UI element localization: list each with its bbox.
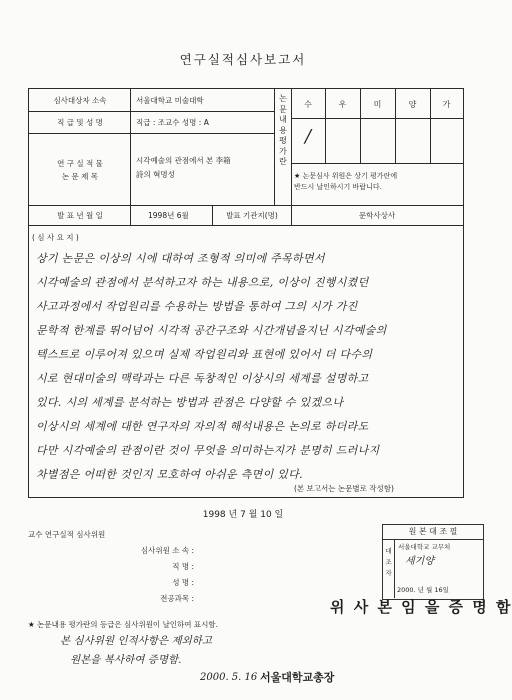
review-line-5: 텍스트로 이루어져 있으며 실제 작업원리와 표현에 있어서 더 다수의 [36, 348, 373, 361]
review-line-4: 문학적 한계를 뛰어넘어 시각적 공간구조와 시간개념을지닌 시각예술의 [36, 324, 387, 337]
stamp-date: 2000. 년 월 16일 [397, 586, 449, 594]
stamp-title: 원 본 대 조 필 [383, 525, 483, 540]
value-pub-date: 1998년 6월 [148, 211, 189, 220]
committee-position: 직 명 : [172, 562, 194, 571]
committee-affiliation: 심사위원 소 속 : [140, 546, 194, 555]
value-rank-name: 직급 : 조교수 성명 : A [136, 118, 209, 127]
grade-header-vertical: 논문내용 평가란 [279, 94, 287, 166]
bottom-date: 2000. 5. 16 [200, 672, 258, 683]
label-pub-date: 발 표 년 월 일 [57, 211, 103, 220]
review-line-9: 다만 시각예술의 관점이란 것이 무엇을 의미하는지가 분명히 드러나지 [36, 444, 380, 457]
grade-note: ★ 논문심사 위원은 상기 평가란에 반드시 날인하시기 바랍니다. [294, 172, 398, 191]
grade-mark: / [305, 126, 312, 147]
label-rank-name: 직 급 및 성 명 [57, 118, 103, 127]
label-affiliation: 심사대상자 소속 [53, 96, 107, 105]
review-label: ( 심 사 요 지 ) [32, 233, 79, 242]
value-affiliation: 서울대학교 미술대학 [136, 96, 204, 105]
report-date: 1998 년 7 월 10 일 [202, 510, 284, 520]
review-line-10: 차별점은 어떠한 것인지 모호하여 아쉬운 측면이 있다. [36, 468, 303, 481]
grade-u: 우 [338, 100, 347, 109]
review-line-7: 있다. 시의 세계를 분석하는 방법과 관점은 다양할 수 있겠으나 [36, 396, 344, 409]
stamp-side: 대조자 [383, 540, 395, 598]
review-line-1: 상기 논문은 이상의 시에 대하여 조형적 의미에 주목하면서 [36, 252, 325, 265]
review-box-left [28, 226, 29, 498]
review-box-bottom [28, 497, 464, 498]
committee-name: 성 명 : [172, 578, 194, 587]
label-paper-title: 연 구 실 적 물 논 문 제 목 [57, 159, 103, 181]
grade-su: 수 [304, 100, 312, 109]
bottom-org: 서울대학교총장 [260, 671, 335, 684]
review-line-8: 이상시의 세계에 대한 연구자의 자의적 해석내용은 논의로 하더라도 [36, 420, 369, 433]
review-line-6: 시로 현대미술의 맥락과는 다른 독창적인 이상시의 세계를 설명하고 [36, 372, 369, 385]
hand-note-2: 원본을 복사하여 증명함. [70, 654, 182, 666]
hand-note-1: 본 심사위원 인적사항은 제외하고 [60, 635, 213, 647]
grade-mi: 미 [373, 100, 382, 109]
committee-major: 전공과목 : [160, 594, 194, 603]
value-publisher: 문학사상사 [358, 211, 396, 220]
signature-line: 위 사 본 임 을 증 명 함 [330, 598, 512, 616]
stamp-line1: 서울대학교 교무처 [398, 543, 451, 551]
review-line-2: 시각예술의 관점에서 분석하고자 하는 내용으로, 이상이 진행시켰던 [36, 276, 369, 289]
grade-ga: 가 [442, 100, 451, 109]
page-title: 연구실적심사보고서 [179, 52, 307, 67]
original-copy-stamp [382, 524, 484, 600]
review-box-right [463, 226, 464, 498]
review-line-3: 사고과정에서 작업원리를 수용하는 방법을 통하여 그의 시가 가진 [36, 300, 358, 313]
grade-yang: 양 [408, 100, 417, 109]
value-paper-title: 시각예술의 관점에서 본 李箱 詩의 혁명성 [136, 156, 231, 179]
review-note: (본 보고서는 논문별로 작성함) [294, 484, 394, 493]
footer-note: ★ 논문내용 평가란의 등급은 심사위원이 날인하여 표시함. [28, 620, 219, 629]
stamp-name: 세기양 [405, 556, 434, 567]
label-publisher: 발표 기관지(명) [226, 211, 278, 220]
committee-head: 교수 연구실적 심사위원 [28, 530, 106, 539]
